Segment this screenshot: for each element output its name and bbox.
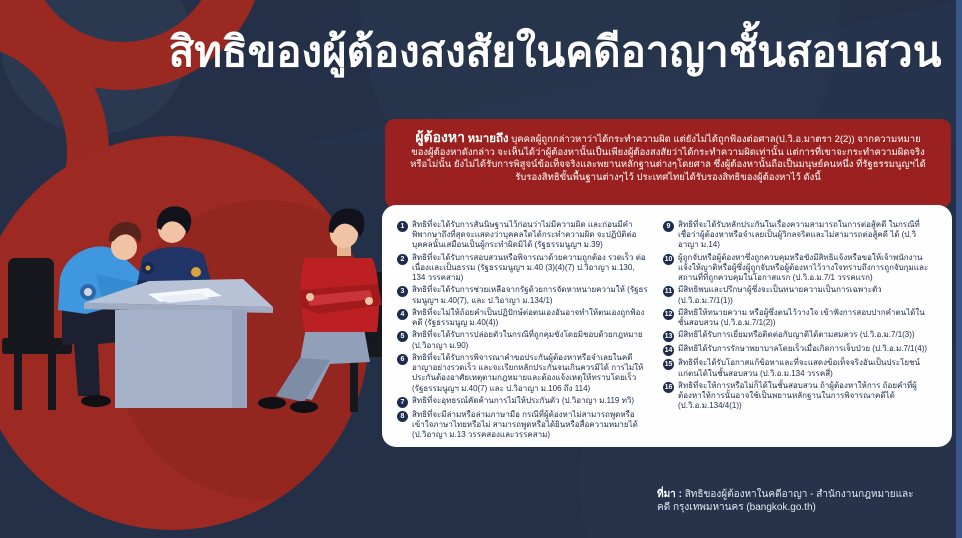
right-item-13 <box>663 330 929 342</box>
right-number-badge: 11 <box>664 288 673 296</box>
right-item-4 <box>397 308 649 328</box>
right-text: สิทธิที่จะได้รับการปล่อยตัวในกรณีที่ถูกคุมขังโดยมิชอบด้วยกฎหมาย (ป.วิอาญา ม.90) <box>412 330 643 350</box>
right-number-badge: 6 <box>397 354 408 365</box>
right-number-badge: 1 <box>397 221 408 232</box>
right-number-badge: 9 <box>663 221 674 232</box>
right-item-14 <box>663 344 929 356</box>
right-item-5 <box>397 330 649 350</box>
right-number-badge: 2 <box>397 254 408 265</box>
right-text: สิทธิที่จะไม่ให้ถ้อยคำเป็นปฏิปักษ์ต่อตนเองอันอาจทำให้ตนเองถูกฟ้องคดี (รัฐธรรมนูญ ม.40(4)) <box>412 307 645 328</box>
right-number-badge: 8 <box>397 411 408 422</box>
right-text: สิทธิที่จะได้รับการช่วยเหลือจากรัฐด้วยการจัดหาทนายความให้ (รัฐธรรมนูญฯ ม.40(7), และ ป.วิอาญา ม.134/1) <box>412 285 648 305</box>
right-number-badge: 12 <box>664 310 673 318</box>
definition-term: ผู้ต้องหา <box>415 129 465 145</box>
right-item-11 <box>663 285 929 305</box>
right-item-2 <box>397 253 649 284</box>
right-item-12 <box>663 308 929 328</box>
source-text: สิทธิของผู้ต้องหาในคดีอาญา - สำนักงานกฎหมายและคดี กรุงเทพมหานคร (bangkok.go.th) <box>657 489 914 514</box>
right-item-10 <box>663 253 929 284</box>
right-text: สิทธิที่จะมีล่ามหรือล่ามภาษามือ กรณีที่ผู้ต้องหาไม่สามารถพูดหรือเข้าใจภาษาไทยหรือไม่ สามารถพูดหรือได้ยินหรือสื่อความหมายได้ (ป.วิอาญา ม.13 วรรคสองและวรรคสาม) <box>412 409 638 440</box>
right-number-badge: 4 <box>397 309 408 320</box>
right-item-8 <box>397 410 649 441</box>
right-text: ผู้ถูกจับหรือผู้ต้องหาซึ่งถูกควบคุมหรือขังมีสิทธิแจ้งหรือขอให้เจ้าพนักงานแจ้งให้ญาติหรือผู้ซึ่งผู้ถูกจับหรือผู้ต้องหาไว้วางใจทราบถึงการถูกจับกุมและสถานที่ที่ถูกควบคุมในโอกาสแรก (ป.วิ.อ.ม.7/1 วรรคแรก) <box>678 252 929 283</box>
right-number-badge: 10 <box>664 255 673 263</box>
right-number-badge: 5 <box>397 331 408 342</box>
right-text: มีสิทธิได้รับการรักษาพยาบาลโดยเร็วเมื่อเกิดการเจ็บป่วย (ป.วิ.อ.ม.7/1(4)) <box>678 344 928 354</box>
right-text: มีสิทธิให้ทนายความ หรือผู้ซึ่งตนไว้วางใจ เข้าฟังการสอบปากคำตนได้ในชั้นสอบสวน (ป.วิ.อ.ม.7/1(2)) <box>678 307 925 328</box>
right-number-badge: 16 <box>664 383 673 391</box>
right-item-15 <box>663 358 929 378</box>
right-text: สิทธิที่จะได้รับโอกาสแก้ข้อหาและที่จะแสดงข้อเท็จจริงอันเป็นประโยชน์แก่ตนได้ในชั้นสอบสวน (ป.วิ.อ.ม.134 วรรคสี่) <box>678 358 920 378</box>
rights-column-left <box>397 220 649 440</box>
right-text: สิทธิที่จะให้การหรือไม่ก็ได้ในชั้นสอบสวน ถ้าผู้ต้องหาให้การ ถ้อยคำที่ผู้ต้องหาให้การนั้นอาจใช้เป็นพยานหลักฐานในการพิจารณาคดีได้ (ป.วิ.อ.ม.134/4(1)) <box>678 380 917 411</box>
right-number-badge: 7 <box>397 397 408 408</box>
right-item-7 <box>397 396 649 408</box>
definition-box <box>385 119 951 208</box>
right-edge-strip <box>956 0 962 538</box>
definition-means-label: หมายถึง <box>467 133 509 145</box>
source-label: ที่มา : <box>657 489 682 500</box>
rights-list-panel <box>382 205 952 447</box>
right-item-1 <box>397 220 649 251</box>
right-item-6 <box>397 353 649 394</box>
right-item-3 <box>397 285 649 305</box>
right-number-badge: 14 <box>664 347 673 355</box>
right-text: สิทธิที่จะอุทธรณ์คัดค้านการไม่ให้ประกันตัว (ป.วิอาญา ม.119 ทวิ) <box>412 395 635 405</box>
right-text: มีสิทธิได้รับการเยี่ยมหรือติดต่อกับญาติได้ตามสมควร (ป.วิ.อ.ม.7/1(3)) <box>678 330 915 340</box>
interrogation-scene-illustration <box>0 100 400 538</box>
definition-text: บุคคลผู้ถูกกล่าวหาว่าได้กระทำความผิด แต่ยังไม่ได้ถูกฟ้องต่อศาล(ป.วิ.อ.มาตรา 2(2)) จากความหมายของผู้ต้องหาดังกล่าว จะเห็นได้ว่าผู้ต้องหานั้นเป็นเพียงผู้ต้องสงสัยว่าได้กระทำความผิดเท่านั้น แต่การที่เขาจะกระทำความผิดจริงหรือไม่นั้น ยังไม่ได้รับการพิสูจน์ข้อเท็จจริงและพยานหลักฐานต่างๆโดยศาล ซึ่งผู้ต้องหานั้นถือเป็นมนุษย์คนหนึ่ง ที่รัฐธรรมนูญฯได้รับรองสิทธิขั้นพื้นฐานต่างๆไว้ ประเทศไทยได้รับรองสิทธิของผู้ต้องหาไว้ ดังนี้ <box>410 134 926 183</box>
right-text: สิทธิที่จะได้รับหลักประกันในเรื่องความสามารถในการต่อสู้คดี ในกรณีที่เชื่อว่าผู้ต้องหาหรือจำเลยเป็นผู้วิกลจริตและไม่สามารถต่อสู้คดี ได้ (ป.วิอาญา ม.14) <box>678 220 920 250</box>
page-title: สิทธิของผู้ต้องสงสัยในคดีอาญาชั้นสอบสวน <box>168 28 942 75</box>
right-item-9 <box>663 220 929 251</box>
rights-column-right <box>663 220 929 437</box>
right-item-16 <box>663 381 929 412</box>
right-text: สิทธิที่จะได้รับการสันนิษฐานไว้ก่อนว่าไม่มีความผิด และก่อนมีคำพิพากษาถึงที่สุดจะแสดงว่าบุคคลใดได้กระทำความผิด จะปฏิบัติต่อบุคคลนั้นเสมือนเป็นผู้กระทำผิดมิได้ (รัฐธรรมนูญฯ ม.39) <box>412 220 637 250</box>
right-number-badge: 3 <box>397 286 408 297</box>
source-attribution <box>657 488 919 514</box>
right-text: สิทธิที่จะได้รับการสอบสวนหรือพิจารณาด้วยความถูกต้อง รวดเร็ว ต่อเนื่องและเป็นธรรม (รัฐธรรมนูญฯ ม.40 (3)(4)(7) ป.วิอาญา ม.130, 134 วรรคสาม) <box>412 252 646 283</box>
right-text: มีสิทธิพบและปรึกษาผู้ซึ่งจะเป็นทนายความเป็นการเฉพาะตัว (ป.วิ.อ.ม.7/1(1)) <box>678 285 882 305</box>
right-text: สิทธิที่จะได้รับการพิจารณาคำขอประกันผู้ต้องหาหรือจำเลยในคดีอาญาอย่างรวดเร็ว และจะเรียกหลักประกันจนเกินควรมิได้ การไม่ให้ประกันต้องอาศัยเหตุตามกฎหมายและต้องแจ้งเหตุให้ทราบโดยเร็ว (รัฐธรรมนูญฯ ม.40(7) และ ป.วิอาญา ม.106 ถึง 114) <box>412 352 644 393</box>
right-number-badge: 13 <box>664 333 673 341</box>
right-number-badge: 15 <box>664 361 673 369</box>
